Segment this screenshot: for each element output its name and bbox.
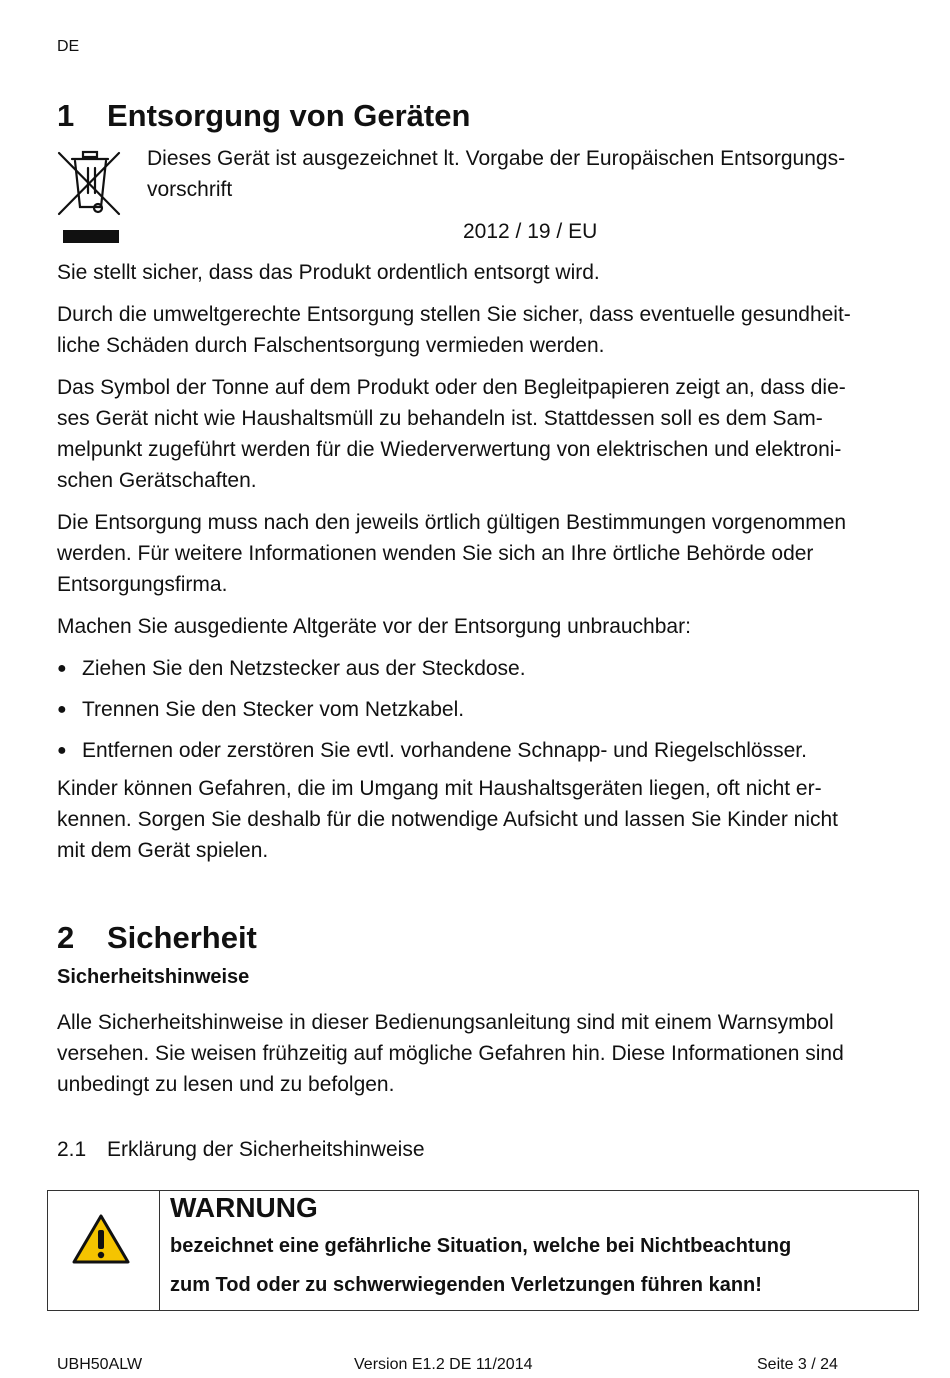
list-item: [57, 694, 464, 725]
list-item-text: Ziehen Sie den Netzstecker aus der Steckdose.: [82, 657, 526, 680]
bullet-icon: ●: [57, 701, 67, 718]
section-2-paragraph-line-2: versehen. Sie weisen frühzeitig auf mögliche Gefahren hin. Diese Informationen sind: [57, 1042, 844, 1065]
section-2-paragraph: [57, 1007, 917, 1100]
paragraph-2-line-2: liche Schäden durch Falschentsorgung vermieden werden.: [57, 334, 605, 357]
weee-statement: [147, 143, 917, 205]
paragraph-3: [57, 372, 917, 496]
section-2-number: 2: [57, 920, 75, 955]
paragraph-5: Machen Sie ausgediente Altgeräte vor der Entsorgung unbrauchbar:: [57, 615, 691, 638]
warning-divider: [159, 1191, 160, 1310]
paragraph-3-line-4: schen Gerätschaften.: [57, 469, 257, 492]
list-item: [57, 735, 807, 766]
paragraph-2-line-1: Durch die umweltgerechte Entsorgung stellen Sie sicher, dass eventuelle gesundheit-: [57, 303, 851, 326]
warning-title: WARNUNG: [170, 1192, 318, 1223]
paragraph-3-line-2: ses Gerät nicht wie Haushaltsmüll zu behandeln ist. Stattdessen soll es dem Sam-: [57, 407, 823, 430]
paragraph-6-line-1: Kinder können Gefahren, die im Umgang mit Haushaltsgeräten liegen, oft nicht er-: [57, 777, 822, 800]
paragraph-6: [57, 773, 917, 866]
paragraph-4-line-3: Entsorgungsfirma.: [57, 573, 228, 596]
section-2-heading: [57, 920, 257, 956]
warning-triangle-icon: [71, 1213, 131, 1265]
section-2-subtitle: Sicherheitshinweise: [57, 966, 250, 988]
weee-bin-icon: [57, 148, 123, 244]
subsection-2-1-heading: [57, 1138, 425, 1162]
footer-page-number: Seite 3 / 24: [757, 1356, 838, 1373]
list-item-text: Entfernen oder zerstören Sie evtl. vorhandene Schnapp- und Riegelschlösser.: [82, 739, 807, 762]
bullet-icon: ●: [57, 660, 67, 677]
footer-version: Version E1.2 DE 11/2014: [354, 1356, 533, 1373]
paragraph-3-line-3: melpunkt zugeführt werden für die Wiederverwertung von elektrischen und elektroni-: [57, 438, 842, 461]
paragraph-3-line-1: Das Symbol der Tonne auf dem Produkt oder den Begleitpapieren zeigt an, dass die-: [57, 376, 846, 399]
paragraph-4-line-1: Die Entsorgung muss nach den jeweils örtlich gültigen Bestimmungen vorgenommen: [57, 511, 847, 534]
subsection-number: 2.1: [57, 1138, 87, 1161]
section-1-title: Entsorgung von Geräten: [107, 98, 471, 133]
footer-model: UBH50ALW: [57, 1356, 143, 1373]
subsection-title: Erklärung der Sicherheitshinweise: [107, 1138, 425, 1161]
warning-box: [47, 1190, 919, 1311]
section-1-number: 1: [57, 98, 75, 133]
paragraph-4-line-2: werden. Für weitere Informationen wenden Sie sich an Ihre örtliche Behörde oder: [57, 542, 814, 565]
bullet-icon: ●: [57, 742, 67, 759]
warning-line-1: bezeichnet eine gefährliche Situation, welche bei Nichtbeachtung: [170, 1235, 792, 1257]
list-item: [57, 653, 526, 684]
paragraph-1: Sie stellt sicher, dass das Produkt ordentlich entsorgt wird.: [57, 261, 600, 284]
section-1-heading: [57, 98, 470, 134]
paragraph-6-line-3: mit dem Gerät spielen.: [57, 839, 269, 862]
list-item-text: Trennen Sie den Stecker vom Netzkabel.: [82, 698, 465, 721]
paragraph-4: [57, 507, 917, 600]
section-2-title: Sicherheit: [107, 920, 257, 955]
weee-line-1: Dieses Gerät ist ausgezeichnet lt. Vorgabe der Europäischen Entsorgungs-: [147, 147, 846, 170]
directive-number: 2012 / 19 / EU: [463, 220, 598, 243]
section-2-paragraph-line-3: unbedingt zu lesen und zu befolgen.: [57, 1073, 395, 1096]
section-2-paragraph-line-1: Alle Sicherheitshinweise in dieser Bedienungsanleitung sind mit einem Warnsymbol: [57, 1011, 834, 1034]
warning-line-2: zum Tod oder zu schwerwiegenden Verletzungen führen kann!: [170, 1274, 762, 1296]
language-label: DE: [57, 38, 80, 55]
weee-line-2: vorschrift: [147, 178, 233, 201]
paragraph-2: [57, 299, 917, 361]
paragraph-6-line-2: kennen. Sorgen Sie deshalb für die notwendige Aufsicht und lassen Sie Kinder nicht: [57, 808, 839, 831]
